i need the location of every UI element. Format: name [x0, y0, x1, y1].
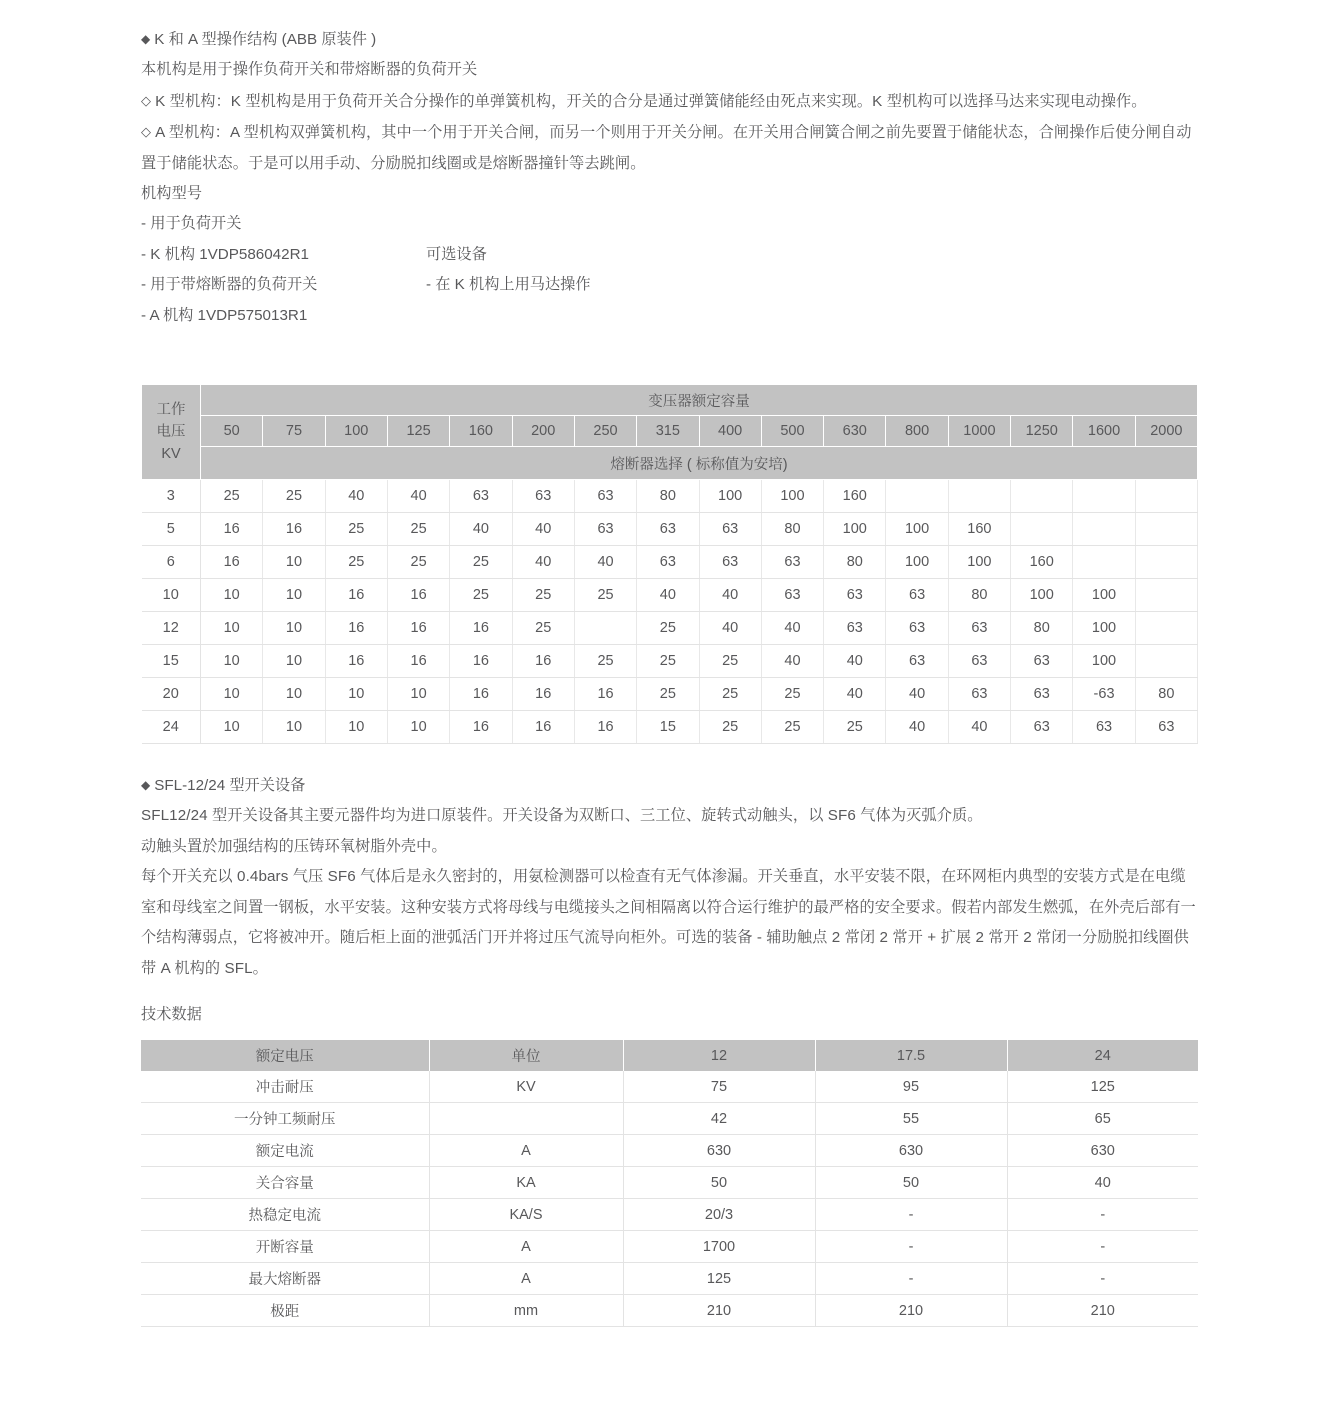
fuse-cell: 25 [450, 579, 512, 612]
table-row [142, 579, 1198, 612]
fuse-cell: 10 [201, 711, 263, 744]
tech-cell-v24: 210 [1007, 1295, 1198, 1327]
model-row [141, 240, 1199, 270]
fuse-cell: 10 [263, 546, 325, 579]
fuse-cell: 16 [387, 645, 449, 678]
fuse-cell: 63 [637, 513, 699, 546]
fuse-cell: 100 [824, 513, 886, 546]
technical-data-title: 技术数据 [141, 1005, 202, 1023]
fuse-cell: 25 [637, 612, 699, 645]
capacity-header-800: 800 [886, 416, 948, 447]
technical-data-head [141, 1040, 1198, 1071]
fuse-cell [574, 612, 636, 645]
fuse-cell: 80 [761, 513, 823, 546]
fuse-cell [886, 480, 948, 513]
section-sfl-heading-text: SFL-12/24 型开关设备 [154, 777, 306, 795]
corner-line-1: 电压 [156, 424, 186, 441]
table-row [141, 1295, 1198, 1327]
fuse-cell: 63 [886, 645, 948, 678]
fuse-cell [1073, 513, 1135, 546]
section-sfl [141, 770, 1199, 984]
fuse-cell: 63 [824, 612, 886, 645]
tech-cell-v175: 210 [815, 1295, 1007, 1327]
sfl-paragraph-1: SFL12/24 型开关设备其主要元器件均为进口原装件。开关设备为双断口、三工位、旋转式动触头，以 SF6 气体为灭弧介质。 [141, 807, 983, 825]
table-row [141, 1103, 1198, 1135]
tech-header-0: 额定电压 [141, 1040, 429, 1071]
tech-cell-v175: 95 [815, 1071, 1007, 1103]
model-left-0: - 用于负荷开关 [141, 215, 242, 233]
fuse-cell [1135, 579, 1197, 612]
fuse-cell: 16 [201, 546, 263, 579]
fuse-cell: 10 [387, 678, 449, 711]
tech-header-1: 单位 [429, 1040, 623, 1071]
fuse-cell: 63 [512, 480, 574, 513]
fuse-cell: 40 [761, 612, 823, 645]
fuse-cell: 10 [263, 678, 325, 711]
capacity-header-630: 630 [824, 416, 886, 447]
fuse-cell: 25 [512, 612, 574, 645]
fuse-cell: 63 [1073, 711, 1135, 744]
fuse-cell: 16 [387, 612, 449, 645]
tech-cell-v12: 630 [623, 1135, 815, 1167]
fuse-cell: 10 [201, 579, 263, 612]
fuse-cell: 16 [325, 645, 387, 678]
table-row [142, 612, 1198, 645]
model-right-0 [426, 209, 1199, 239]
fuse-cell: 63 [948, 612, 1010, 645]
voltage-label-24: 24 [142, 711, 201, 744]
fuse-cell: 16 [450, 612, 512, 645]
fuse-cell: 63 [637, 546, 699, 579]
fuse-cell: 63 [1011, 711, 1073, 744]
fuse-cell: 100 [886, 546, 948, 579]
fuse-cell [1135, 645, 1197, 678]
tech-cell-v12: 1700 [623, 1231, 815, 1263]
corner-line-2: KV [161, 446, 181, 463]
capacity-header-200: 200 [512, 416, 574, 447]
capacity-header-400: 400 [699, 416, 761, 447]
capacity-header-125: 125 [387, 416, 449, 447]
fuse-cell: 25 [637, 678, 699, 711]
tech-cell-v175: 55 [815, 1103, 1007, 1135]
fuse-cell: 25 [201, 480, 263, 513]
tech-cell-v175: 630 [815, 1135, 1007, 1167]
voltage-label-10: 10 [142, 579, 201, 612]
model-left-2: - 用于带熔断器的负荷开关 [141, 276, 318, 294]
fuse-cell: 100 [948, 546, 1010, 579]
fuse-cell: 40 [824, 645, 886, 678]
fuse-cell: 16 [201, 513, 263, 546]
fuse-cell [1011, 513, 1073, 546]
fuse-cell: 25 [450, 546, 512, 579]
tech-row-label: 关合容量 [141, 1167, 429, 1199]
fuse-cell: 80 [1011, 612, 1073, 645]
tech-row-label: 开断容量 [141, 1231, 429, 1263]
fuse-cell: 16 [574, 678, 636, 711]
fuse-cell: 40 [387, 480, 449, 513]
fuse-cell: 15 [637, 711, 699, 744]
voltage-label-12: 12 [142, 612, 201, 645]
tech-row-label: 热稳定电流 [141, 1199, 429, 1231]
fuse-cell: 63 [761, 546, 823, 579]
tech-cell-v12: 210 [623, 1295, 815, 1327]
fuse-cell: 25 [574, 579, 636, 612]
tech-cell-unit [429, 1103, 623, 1135]
fuse-cell: 63 [699, 546, 761, 579]
capacity-header-1600: 1600 [1073, 416, 1135, 447]
tech-cell-v24: 40 [1007, 1167, 1198, 1199]
section-technical-data [141, 1000, 1199, 1327]
fuse-table-body [142, 480, 1198, 744]
table-row [141, 1199, 1198, 1231]
fuse-cell [1135, 612, 1197, 645]
fuse-cell: 80 [824, 546, 886, 579]
fuse-cell: 25 [761, 711, 823, 744]
fuse-cell: 40 [325, 480, 387, 513]
fuse-cell: 40 [512, 546, 574, 579]
capacity-header-160: 160 [450, 416, 512, 447]
tech-cell-unit: KV [429, 1071, 623, 1103]
fuse-table-head-row-1 [142, 385, 1198, 416]
model-right-2: - 在 K 机构上用马达操作 [426, 276, 591, 294]
model-left-3: - A 机构 1VDP575013R1 [141, 306, 308, 324]
table-row [141, 1263, 1198, 1295]
a-type-paragraph [141, 117, 1199, 179]
fuse-cell: 160 [1011, 546, 1073, 579]
fuse-cell: 25 [325, 513, 387, 546]
fuse-cell: 16 [512, 678, 574, 711]
fuse-cell: 100 [1073, 612, 1135, 645]
fuse-cell: 16 [512, 645, 574, 678]
tech-row-label: 极距 [141, 1295, 429, 1327]
fuse-cell: 10 [325, 678, 387, 711]
fuse-cell: 25 [761, 678, 823, 711]
capacity-header-315: 315 [637, 416, 699, 447]
tech-cell-unit: A [429, 1135, 623, 1167]
fuse-cell: 63 [574, 480, 636, 513]
fuse-cell: 40 [574, 546, 636, 579]
model-row [141, 301, 1199, 331]
table-row [142, 711, 1198, 744]
k-type-paragraph [141, 86, 1199, 117]
table-row [141, 1231, 1198, 1263]
fuse-cell: 16 [325, 612, 387, 645]
fuse-cell: 25 [699, 645, 761, 678]
tech-cell-unit: mm [429, 1295, 623, 1327]
fuse-cell: 40 [450, 513, 512, 546]
tech-cell-v24: 630 [1007, 1135, 1198, 1167]
k-type-text: K 型机构：K 型机构是用于负荷开关合分操作的单弹簧机构，开关的合分是通过弹簧储能经由死点来实现。K 型机构可以选择马达来实现电动操作。 [155, 92, 1147, 110]
tech-cell-v12: 50 [623, 1167, 815, 1199]
fuse-cell: 16 [512, 711, 574, 744]
tech-header-3: 17.5 [815, 1040, 1007, 1071]
table-row [142, 513, 1198, 546]
fuse-cell: 16 [263, 513, 325, 546]
fuse-cell: 100 [1073, 579, 1135, 612]
technical-data-head-row [141, 1040, 1198, 1071]
fuse-cell: 63 [948, 645, 1010, 678]
technical-data-table [141, 1040, 1198, 1327]
fuse-cell: 63 [1011, 645, 1073, 678]
fuse-cell [1073, 480, 1135, 513]
fuse-cell: 40 [761, 645, 823, 678]
fuse-cell: 10 [263, 645, 325, 678]
tech-row-label: 额定电流 [141, 1135, 429, 1167]
fuse-table-head [142, 385, 1198, 480]
fuse-cell: -63 [1073, 678, 1135, 711]
capacity-header-100: 100 [325, 416, 387, 447]
tech-cell-v175: - [815, 1231, 1007, 1263]
section-k-a-intro: 本机构是用于操作负荷开关和带熔断器的负荷开关 [141, 61, 478, 79]
fuse-cell: 63 [450, 480, 512, 513]
model-row [141, 270, 1199, 300]
voltage-label-5: 5 [142, 513, 201, 546]
fuse-cell: 40 [948, 711, 1010, 744]
model-row [141, 209, 1199, 239]
fuse-cell: 16 [450, 711, 512, 744]
fuse-cell: 10 [263, 612, 325, 645]
fuse-cell [1073, 546, 1135, 579]
voltage-label-15: 15 [142, 645, 201, 678]
fuse-cell: 25 [637, 645, 699, 678]
fuse-cell: 10 [201, 612, 263, 645]
fuse-cell: 63 [948, 678, 1010, 711]
tech-row-label: 一分钟工频耐压 [141, 1103, 429, 1135]
section-k-a-heading [141, 24, 1199, 55]
fuse-cell: 10 [263, 711, 325, 744]
tech-cell-v24: 125 [1007, 1071, 1198, 1103]
table-row [142, 480, 1198, 513]
model-number-title: 机构型号 [141, 185, 203, 203]
fuse-cell: 40 [886, 711, 948, 744]
sfl-paragraph-3: 每个开关充以 0.4bars 气压 SF6 气体后是永久密封的，用氨检测器可以检查有无气体渗漏。开关垂直，水平安装不限，在环网柜内典型的安装方式是在电缆室和母线室之间置一钢板，水平安装。这种安装方式将母线与电缆接头之间相隔离以符合运行维护的最严格的安全要求。假若内部发生燃弧，在外壳后部有一个结构薄弱点，它将被冲开。随后柜上面的泄弧活门开并将过压气流导向柜外。可选的装备 - 辅助触点 2 常闭 2 常开 + 扩展 2 常开 2 常闭一分励脱扣线圈供带 A 机构的 SFL。 [141, 868, 1196, 977]
fuse-cell: 160 [948, 513, 1010, 546]
fuse-cell [1135, 480, 1197, 513]
fuse-table-corner-label [142, 385, 201, 480]
fuse-cell: 40 [512, 513, 574, 546]
fuse-cell: 63 [761, 579, 823, 612]
tech-cell-v175: - [815, 1263, 1007, 1295]
fuse-cell: 100 [1073, 645, 1135, 678]
fuse-cell: 80 [948, 579, 1010, 612]
tech-cell-unit: A [429, 1231, 623, 1263]
table-row [142, 546, 1198, 579]
section-k-a-heading-text: K 和 A 型操作结构 (ABB 原装件 ) [154, 31, 377, 48]
tech-header-2: 12 [623, 1040, 815, 1071]
model-right-1: 可选设备 [426, 245, 487, 263]
fuse-cell: 25 [387, 513, 449, 546]
fuse-cell: 16 [325, 579, 387, 612]
fuse-cell: 40 [637, 579, 699, 612]
fuse-cell [1135, 546, 1197, 579]
fuse-cell: 10 [201, 678, 263, 711]
fuse-cell: 80 [1135, 678, 1197, 711]
tech-cell-v24: - [1007, 1199, 1198, 1231]
model-number-list [141, 209, 1199, 331]
fuse-cell: 80 [637, 480, 699, 513]
fuse-cell: 25 [325, 546, 387, 579]
table-row [141, 1167, 1198, 1199]
fuse-cell: 16 [387, 579, 449, 612]
fuse-cell [1011, 480, 1073, 513]
fuse-cell: 63 [574, 513, 636, 546]
fuse-cell: 63 [886, 579, 948, 612]
fuse-cell: 25 [387, 546, 449, 579]
capacity-header-1250: 1250 [1011, 416, 1073, 447]
solid-diamond-icon-sfl: ◆ [141, 778, 151, 793]
fuse-cell: 40 [886, 678, 948, 711]
tech-cell-v12: 75 [623, 1071, 815, 1103]
voltage-label-6: 6 [142, 546, 201, 579]
section-sfl-heading [141, 770, 1199, 801]
fuse-table-head-row-3 [142, 447, 1198, 480]
fuse-cell: 10 [263, 579, 325, 612]
fuse-selection-note: 熔断器选择 ( 标称值为安培) [201, 447, 1198, 480]
voltage-label-3: 3 [142, 480, 201, 513]
table-row [142, 678, 1198, 711]
fuse-cell: 160 [824, 480, 886, 513]
tech-cell-v24: - [1007, 1263, 1198, 1295]
fuse-cell: 40 [699, 579, 761, 612]
tech-row-label: 最大熔断器 [141, 1263, 429, 1295]
fuse-cell: 40 [699, 612, 761, 645]
solid-diamond-icon: ◆ [141, 32, 151, 46]
fuse-cell: 40 [824, 678, 886, 711]
hollow-diamond-icon-k: ◇ [141, 92, 152, 108]
capacity-header-500: 500 [761, 416, 823, 447]
tech-cell-v175: - [815, 1199, 1007, 1231]
fuse-cell: 100 [699, 480, 761, 513]
fuse-cell: 63 [886, 612, 948, 645]
capacity-header-1000: 1000 [948, 416, 1010, 447]
tech-cell-v12: 20/3 [623, 1199, 815, 1231]
tech-row-label: 冲击耐压 [141, 1071, 429, 1103]
capacity-header-50: 50 [201, 416, 263, 447]
fuse-selection-table [141, 384, 1198, 744]
fuse-cell: 100 [761, 480, 823, 513]
fuse-table-head-row-2 [142, 416, 1198, 447]
table-row [141, 1135, 1198, 1167]
capacity-title: 变压器额定容量 [201, 385, 1198, 416]
fuse-cell: 63 [699, 513, 761, 546]
fuse-cell: 100 [1011, 579, 1073, 612]
fuse-cell: 10 [387, 711, 449, 744]
capacity-header-75: 75 [263, 416, 325, 447]
tech-cell-unit: KA [429, 1167, 623, 1199]
model-left-1: - K 机构 1VDP586042R1 [141, 245, 309, 263]
fuse-cell [1135, 513, 1197, 546]
fuse-cell: 25 [699, 678, 761, 711]
fuse-cell: 10 [325, 711, 387, 744]
fuse-cell [948, 480, 1010, 513]
tech-cell-v24: 65 [1007, 1103, 1198, 1135]
a-type-text: A 型机构：A 型机构双弹簧机构，其中一个用于开关合闸，而另一个则用于开关分闸。在开关用合闸簧合闸之前先要置于储能状态，合闸操作后使分闸自动置于储能状态。于是可以用手动、分励脱扣线圈或是熔断器撞针等去跳闸。 [141, 124, 1192, 172]
fuse-cell: 63 [1011, 678, 1073, 711]
tech-cell-v12: 42 [623, 1103, 815, 1135]
fuse-cell: 25 [699, 711, 761, 744]
fuse-cell: 10 [201, 645, 263, 678]
fuse-cell: 63 [824, 579, 886, 612]
tech-cell-v12: 125 [623, 1263, 815, 1295]
capacity-header-250: 250 [574, 416, 636, 447]
table-row [141, 1071, 1198, 1103]
tech-cell-unit: A [429, 1263, 623, 1295]
section-k-a-mechanisms [141, 24, 1199, 331]
fuse-cell: 16 [450, 678, 512, 711]
sfl-paragraph-2: 动触头置於加强结构的压铸环氧树脂外壳中。 [141, 837, 447, 855]
tech-cell-v175: 50 [815, 1167, 1007, 1199]
tech-cell-v24: - [1007, 1231, 1198, 1263]
fuse-cell: 25 [824, 711, 886, 744]
fuse-cell: 25 [512, 579, 574, 612]
fuse-cell: 16 [450, 645, 512, 678]
fuse-cell: 25 [574, 645, 636, 678]
tech-header-4: 24 [1007, 1040, 1198, 1071]
voltage-label-20: 20 [142, 678, 201, 711]
hollow-diamond-icon-a: ◇ [141, 124, 152, 140]
capacity-header-2000: 2000 [1135, 416, 1197, 447]
fuse-cell: 100 [886, 513, 948, 546]
tech-cell-unit: KA/S [429, 1199, 623, 1231]
model-right-3 [426, 301, 1199, 331]
fuse-cell: 16 [574, 711, 636, 744]
table-row [142, 645, 1198, 678]
technical-data-body [141, 1071, 1198, 1327]
corner-line-0: 工作 [156, 402, 186, 419]
fuse-cell: 25 [263, 480, 325, 513]
fuse-cell: 63 [1135, 711, 1197, 744]
